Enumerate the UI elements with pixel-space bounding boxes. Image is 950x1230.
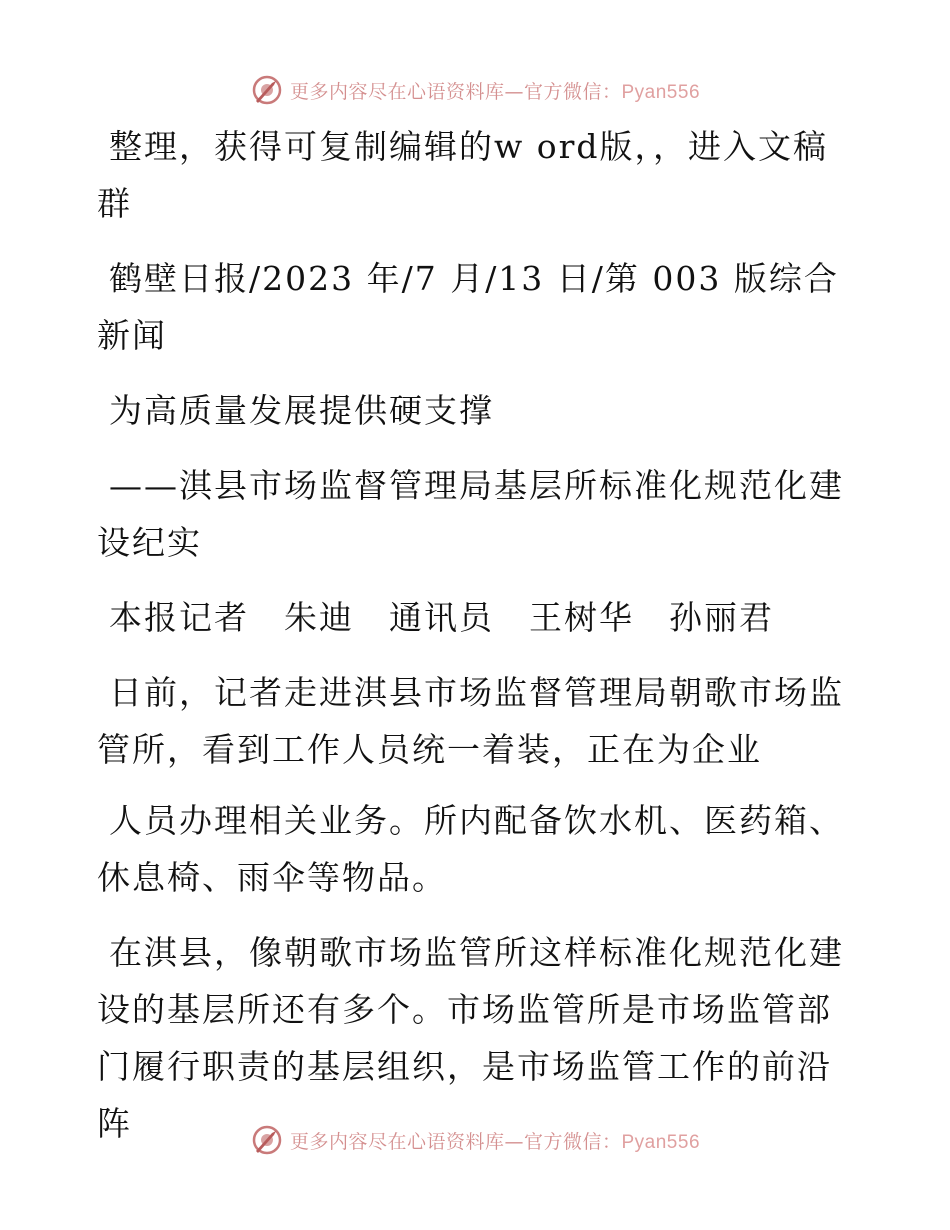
byline: 本报记者 朱迪 通讯员 王树华 孙丽君 [109, 598, 774, 637]
body-paragraph: 日前，记者走进淇县市场监督管理局朝歌市场监管所，看到工作人员统一着装，正在为企业 [97, 673, 844, 769]
watermark-wechat-id: Pyan556 [621, 81, 701, 103]
watermark-text-cn: 更多内容尽在心语资料库—官方微信： [289, 80, 622, 103]
source-line: 鹤壁日报/2023 年/7 月/13 日/第 003 版综合新闻 [97, 259, 839, 355]
body-paragraph: 在淇县，像朝歌市场监管所这样标准化规范化建设的基层所还有多个。市场监管所是市场监管部门履行职责的基层组织，是市场监管工作的前沿阵 [97, 933, 844, 1143]
watermark-wechat-id: Pyan556 [621, 1131, 701, 1153]
watermark-text [290, 77, 700, 104]
watermark-text [290, 1127, 700, 1154]
watermark-header [0, 70, 950, 110]
watermark-text-cn: 更多内容尽在心语资料库—官方微信： [289, 1130, 622, 1153]
article-title: 为高质量发展提供硬支撑 [109, 391, 494, 430]
pen-logo-icon [250, 1123, 284, 1157]
document-body [97, 118, 857, 1170]
watermark-footer [0, 1120, 950, 1160]
article-subtitle: ——淇县市场监督管理局基层所标准化规范化建设纪实 [97, 466, 844, 562]
intro-line: 整理，获得可复制编辑的w ord版，，进入文稿群 [97, 127, 829, 223]
pen-logo-icon [250, 73, 284, 107]
body-paragraph: 人员办理相关业务。所内配备饮水机、医药箱、休息椅、雨伞等物品。 [97, 801, 844, 897]
